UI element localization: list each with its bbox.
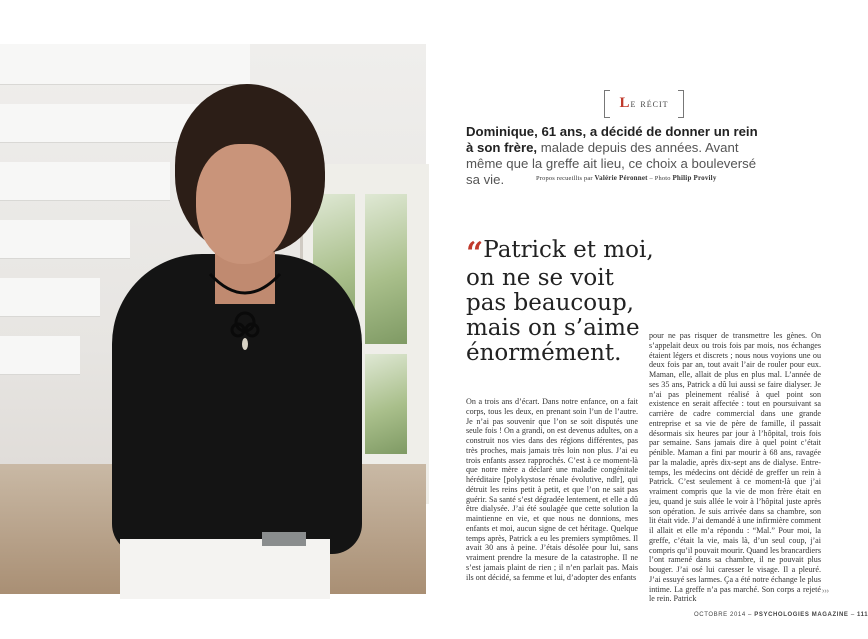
body-column-2: [649, 331, 821, 604]
pull-quote-text: Patrick et moi, on ne se voit pas beaucoup, mais on s’aime énormément.: [466, 237, 654, 366]
door-glass: [365, 354, 407, 454]
white-skirt: [120, 539, 330, 599]
smiling-face: [196, 144, 291, 264]
standfirst-lead: Dominique, 61 ans, a décidé de donner un rein à son frère,: [466, 124, 758, 155]
magazine-spread: [0, 44, 868, 618]
magazine-name: PSYCHOLOGIES MAGAZINE: [754, 612, 849, 618]
interviewer-name: Valérie Péronnet: [594, 174, 648, 182]
body-column-1: [466, 397, 638, 582]
credits-line: [536, 174, 816, 182]
page-footer: [694, 612, 868, 618]
footer-separator: –: [745, 612, 755, 618]
page-number: 111: [857, 612, 868, 618]
staircase-step: [0, 278, 100, 316]
kicker-initial: L: [619, 95, 631, 111]
staircase-step: [0, 162, 170, 200]
standfirst-rest: malade depuis des années. Avant même que la greffe ait lieu, ce choix a bouleversé sa vie.: [466, 140, 757, 187]
continue-arrow-icon: ›››: [822, 588, 829, 595]
staircase-step: [0, 336, 80, 374]
body-paragraph: On a trois ans d’écart. Dans notre enfance, on a fait corps, tous les deux, en prenant soin l’un de l’autre. Je n’ai pas souvenir que l’on se soit disputés une seule fois ! On a grandi, on est devenus adultes, on a construit nos vies dans des régions différentes, pas très proches, mais jamais très loin non plus. J’ai eu trois enfants assez rapprochés. C’est à ce moment-là que notre mère a déclaré une maladie congénitale héréditaire [polykystose rénale évolutive, ndlr], qui détruit les reins petit à petit, et que l’on ne sait pas guérir. Sa santé s’est dégradée lentement, et elle a dû être dialysée. J’ai été soulagée que cette solution la maintienne en vie, et que nous ne donnions, mes enfants et moi, aucun signe de cet héritage. Quelque temps après, Patrick a eu les premiers symptômes. Il avait 30 ans à peine. J’étais désolée pour lui, sans vraiment prendre la mesure de la catastrophe. Il ne s’est jamais plaint de rien ; il n’en parlait pas. Mais ils ont décidé, sa femme et lui, d’adopter des enfants: [466, 397, 638, 582]
issue-date: OCTOBRE 2014: [694, 612, 746, 618]
door-glass: [365, 194, 407, 344]
staircase-step: [0, 220, 130, 258]
kicker-rest: e récit: [630, 96, 669, 110]
portrait-photo: [0, 44, 426, 594]
pull-quote: [466, 238, 656, 366]
interview-label: Propos recueillis par: [536, 175, 593, 182]
staircase-step: [0, 44, 250, 84]
body-paragraph: pour ne pas risquer de transmettre les gènes. On s’appelait deux ou trois fois par mois, nos échanges étaient légers et discrets ; nous nous voyions une ou deux fois par an, tout avait l’air de rouler pour eux. Maman, elle, allait de plus en plus mal. L’année de ses 35 ans, Patrick a dû lui aussi se faire dialyser. Je n’ai pas pleinement réalisé à quel point son existence en serait affectée : tout en poursuivant sa carrière de cadre commercial dans une grande entreprise et sa vie de père de famille, il passait désormais six heures par jour à l’hôpital, trois fois par semaine. Sans jamais dire à quel point c’était pénible. Maman a fini par mourir à 68 ans, ravagée par la maladie, après dix-sept ans de dialyse. Entre-temps, les médecins ont décidé de greffer un rein à Patrick. C’est seulement à ce moment-là que j’ai vraiment compris que la vie de mon frère était en jeu, quand je suis allée le voir à l’hôpital juste après son opération. Je suis arrivée dans sa chambre, son lit était vide. J’ai demandé à une infirmière comment il allait et elle m’a répondu : “Mal.” Pour moi, la greffe, c’était la vie, mais là, d’un seul coup, j’ai compris qu’il pouvait mourir. Quand les brancardiers l’ont ramené dans sa chambre, il ne pouvait plus bouger. J’ai osé lui caresser le visage. Il a pleuré. J’ai essuyé ses larmes. Ça a été notre échange le plus intime. La greffe n’a pas marché. Son corps a rejeté le rein. Patrick: [649, 331, 821, 604]
quote-mark: “: [466, 236, 484, 271]
necklace-icon: [205, 272, 285, 352]
footer-separator: –: [848, 612, 858, 618]
photographer-name: Philip Provily: [672, 174, 717, 182]
belt-buckle: [262, 532, 306, 546]
section-kicker: [604, 90, 684, 116]
photo-label: – Photo: [647, 175, 671, 182]
